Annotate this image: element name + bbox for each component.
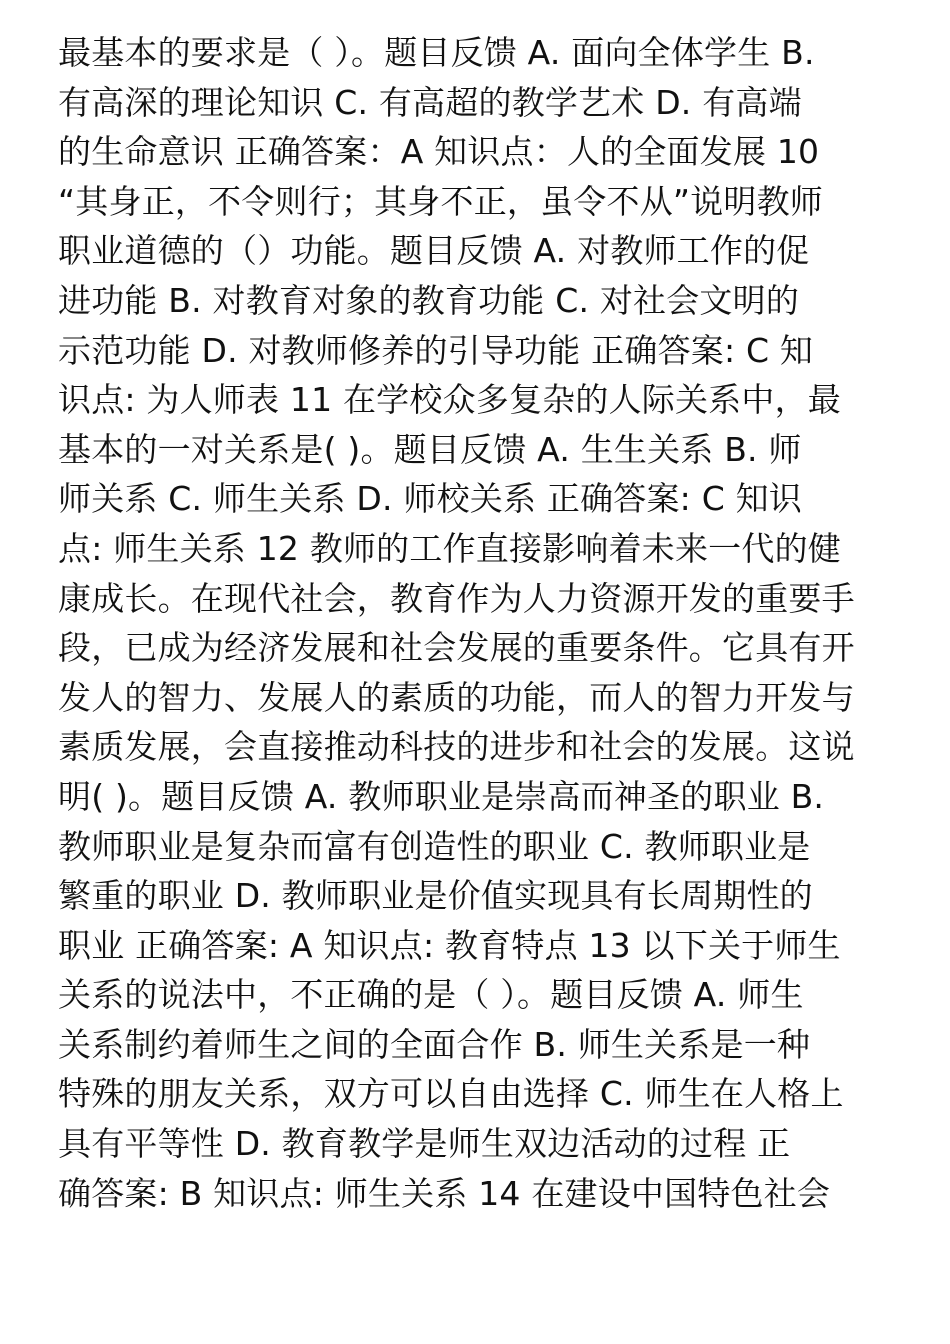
text-line: 进功能 B. 对教育对象的教育功能 C. 对社会文明的	[58, 280, 800, 320]
text-line: 职业 正确答案: A 知识点: 教育特点 13 以下关于师生	[58, 925, 841, 965]
text-line: 识点: 为人师表 11 在学校众多复杂的人际关系中，最	[58, 380, 841, 420]
document-body	[58, 28, 898, 1218]
text-line: 康成长。在现代社会，教育作为人力资源开发的重要手	[58, 578, 855, 618]
text-line: 最基本的要求是（ ）。题目反馈 A. 面向全体学生 B.	[58, 33, 815, 72]
text-line: 确答案: B 知识点: 师生关系 14 在建设中国特色社会	[58, 1173, 831, 1213]
text-line: 特殊的朋友关系，双方可以自由选择 C. 师生在人格上	[58, 1074, 844, 1114]
text-line: 段，已成为经济发展和社会发展的重要条件。它具有开	[58, 628, 855, 668]
text-line: 具有平等性 D. 教育教学是师生双边活动的过程 正	[58, 1124, 791, 1164]
text-line: 素质发展，会直接推动科技的进步和社会的发展。这说	[58, 727, 855, 767]
text-line: 教师职业是复杂而富有创造性的职业 C. 教师职业是	[58, 826, 811, 866]
text-line: 明( )。题目反馈 A. 教师职业是崇高而神圣的职业 B.	[58, 776, 825, 816]
text-line: 关系制约着师生之间的全面合作 B. 师生关系是一种	[58, 1024, 811, 1064]
text-line: 的生命意识 正确答案：A 知识点：人的全面发展 10	[58, 132, 820, 172]
text-line: 有高深的理论知识 C. 有高超的教学艺术 D. 有高端	[58, 82, 802, 122]
text-line: 职业道德的（）功能。题目反馈 A. 对教师工作的促	[58, 231, 810, 271]
text-line: 繁重的职业 D. 教师职业是价值实现具有长周期性的	[58, 876, 813, 916]
text-line: “其身正，不令则行；其身不正，虽令不从”说明教师	[58, 181, 823, 221]
text-line: 师关系 C. 师生关系 D. 师校关系 正确答案: C 知识	[58, 479, 803, 519]
text-line: 示范功能 D. 对教师修养的引导功能 正确答案: C 知	[58, 330, 814, 370]
text-line: 基本的一对关系是( )。题目反馈 A. 生生关系 B. 师	[58, 429, 802, 469]
text-line: 关系的说法中，不正确的是（ ）。题目反馈 A. 师生	[58, 975, 804, 1015]
text-line: 发人的智力、发展人的素质的功能，而人的智力开发与	[58, 677, 855, 717]
text-line: 点: 师生关系 12 教师的工作直接影响着未来一代的健	[58, 528, 841, 568]
